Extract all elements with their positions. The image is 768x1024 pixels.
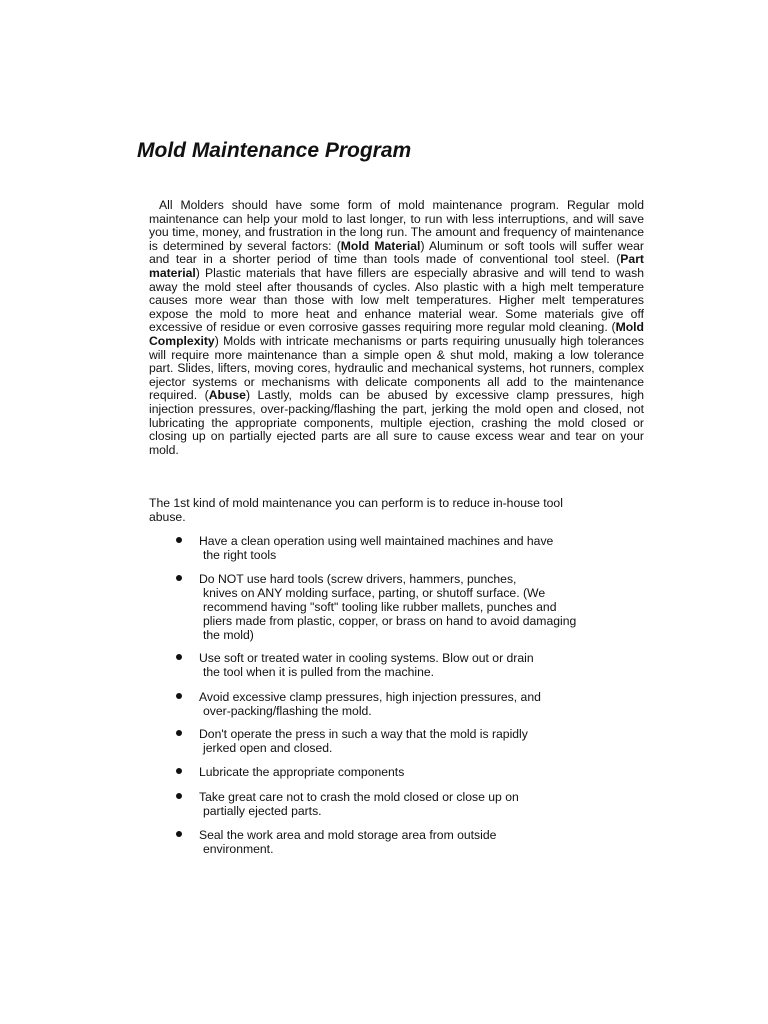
factor-abuse: Abuse — [208, 388, 246, 403]
list-item-text: Seal the work area and mold storage area from outside — [199, 828, 497, 842]
bullet-icon — [176, 575, 182, 581]
factor-part-material: Part material — [149, 252, 644, 280]
bullet-icon — [176, 831, 182, 837]
intro-paragraph — [149, 199, 644, 457]
list-item-text: Avoid excessive clamp pressures, high injection pressures, and — [199, 690, 541, 704]
intro-text: ) Lastly, molds can be abused by excessive clamp pressures, high injection pressures, over-packing/flashing the part, jerking the mold open and closed, not lubricating the appropriate components, multiple ejection, crashing the mold closed or closing up on partially ejected parts are all sure to cause excess wear and tear on your mold. — [149, 388, 644, 457]
list-item-text: jerked open and closed. — [203, 741, 333, 755]
list-item-text: Use soft or treated water in cooling systems. Blow out or drain — [199, 651, 534, 665]
list-item-text: partially ejected parts. — [203, 804, 322, 818]
bullet-icon — [176, 654, 182, 660]
list-item-text: environment. — [203, 842, 274, 856]
bullet-icon — [176, 693, 182, 699]
list-item-text: Do NOT use hard tools (screw drivers, hammers, punches, — [199, 572, 517, 586]
list-item-text: over-packing/flashing the mold. — [203, 704, 372, 718]
bullet-icon — [176, 537, 182, 543]
page-title: Mold Maintenance Program — [137, 139, 412, 162]
intro-text: ) Molds with intricate mechanisms or parts requiring unusually high tolerances will require more maintenance than a simple open & shut mold, making a low tolerance part. Slides, lifters, moving cores, hydraulic and mechanical systems, hot runners, complex ejector systems or mechanisms with delicate components all add to the maintenance required. ( — [149, 333, 644, 403]
list-item-text: Lubricate the appropriate components — [199, 765, 405, 779]
lead-paragraph: The 1st kind of mold maintenance you can perform is to reduce in-house tool abuse. — [149, 496, 563, 524]
bullet-icon — [176, 730, 182, 736]
intro-text: ) Plastic materials that have fillers are especially abrasive and will tend to wash away the mold steel after thousands of cycles. Also plastic with a high melt temperature causes more wear than those with low melt temperatures. Higher melt temperatures expose the mold to more heat and enhance material wear. Some materials give off excessive of residue or even corrosive gasses requiring more regular mold cleaning. ( — [149, 265, 644, 335]
list-item-text: Have a clean operation using well maintained machines and have — [199, 534, 554, 548]
intro-text: All Molders should have some form of mold maintenance program. Regular mold maintenance can help your mold to last longer, to run with less interruptions, and will save you time, money, and frustration in the long run. The amount and frequency of maintenance is determined by several factors: ( — [149, 198, 644, 253]
list-item-text: Don't operate the press in such a way that the mold is rapidly — [199, 727, 528, 741]
list-item-text: the right tools — [203, 548, 277, 562]
list-item-text: Take great care not to crash the mold closed or close up on — [199, 790, 519, 804]
intro-text: ) Aluminum or soft tools will suffer wear and tear in a shorter period of time than tools made of conventional tool steel. ( — [149, 238, 644, 267]
list-item-text: the tool when it is pulled from the machine. — [203, 665, 435, 679]
factor-mold-complexity: Mold Complexity — [149, 320, 644, 348]
bullet-icon — [176, 768, 182, 774]
factor-mold-material: Mold Material — [340, 238, 421, 253]
list-item-text: knives on ANY molding surface, parting, or shutoff surface. (We recommend having "soft" tooling like rubber mallets, punches and pliers made from plastic, copper, or brass on hand to avoid damaging the mold) — [203, 586, 577, 642]
bullet-icon — [176, 793, 182, 799]
